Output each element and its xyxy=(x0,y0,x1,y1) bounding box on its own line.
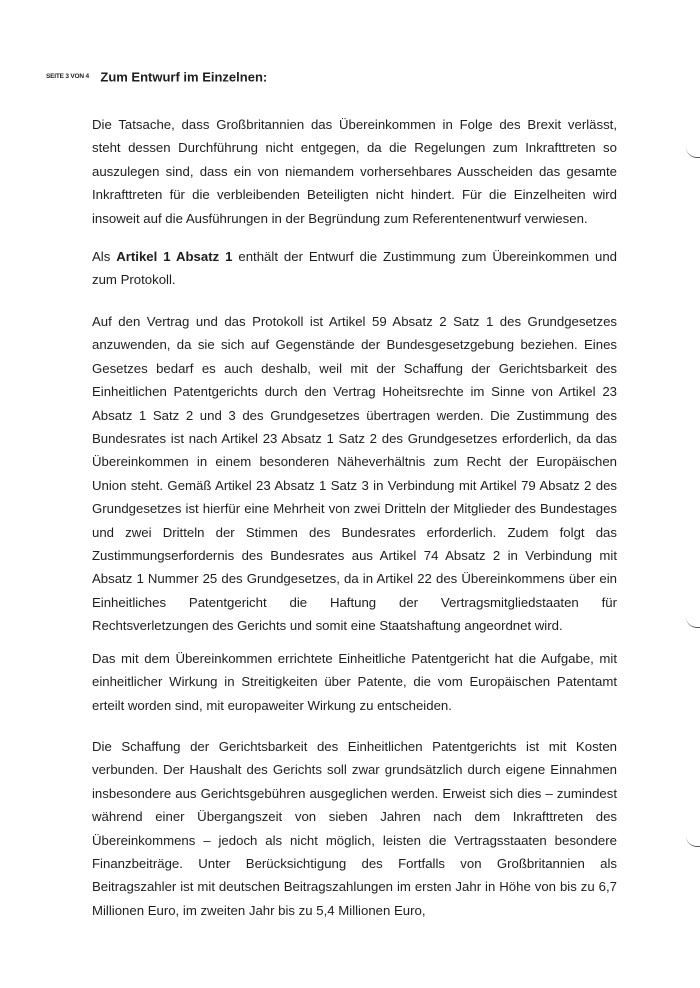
paragraph-article-1-prefix: Als xyxy=(92,249,117,264)
paragraph-article-1 xyxy=(92,245,617,292)
paragraph-costs: Die Schaffung der Gerichtsbarkeit des Einheitlichen Patentgerichts ist mit Kosten verbunden. Der Haushalt des Gerichts soll zwar grundsätzlich durch eigene Einnahmen insbesondere aus Gerichtsgebühren ausgeglichen werden. Erweist sich dies – zumindest während einer Übergangszeit von sieben Jahren nach dem Inkrafttreten des Übereinkommens – jedoch als nicht möglich, leisten die Vertragsstaaten besondere Finanzbeiträge. Unter Berücksichtigung des Fortfalls von Großbritannien als Beitragszahler ist mit deutschen Beitragszahlungen im ersten Jahr in Höhe von bis zu 6,7 Millionen Euro, im zweiten Jahr bis zu 5,4 Millionen Euro, xyxy=(92,739,617,918)
scan-edge-mark xyxy=(686,147,700,158)
paragraph-brexit: Die Tatsache, dass Großbritannien das Übereinkommen in Folge des Brexit verlässt, steht dessen Durchführung nicht entgegen, da die Regelungen zum Inkrafttreten so auszulegen sind, dass ein von niemandem vorhersehbares Ausscheiden das gesamte Inkrafttreten für die verbleibenden Beteiligten nicht hindert. Für die Einzelheiten wird insoweit auf die Ausführungen in der Begründung zum Referentenentwurf verwiesen. xyxy=(92,117,617,226)
paragraph-legal-basis: Auf den Vertrag und das Protokoll ist Artikel 59 Absatz 2 Satz 1 des Grundgesetzes anzuwenden, da sie sich auf Gegenstände der Bundesgesetzgebung beziehen. Eines Gesetzes bedarf es auch deshalb, weil mit der Schaffung der Gerichtsbarkeit des Einheitlichen Patentgerichts durch den Vertrag Hoheitsrechte im Sinne von Artikel 23 Absatz 1 Satz 2 und 3 des Grundgesetzes übertragen werden. Die Zustimmung des Bundesrates ist nach Artikel 23 Absatz 1 Satz 2 des Grundgesetzes erforderlich, da das Übereinkommen in einem besonderen Näheverhältnis zum Recht der Europäischen Union steht. Gemäß Artikel 23 Absatz 1 Satz 3 in Verbindung mit Artikel 79 Absatz 2 des Grundgesetzes ist hierfür eine Mehrheit von zwei Dritteln der Mitglieder des Bundestages und zwei Dritteln der Stimmen des Bundesrates erforderlich. Zudem folgt das Zustimmungserfordernis des Bundesrates aus Artikel 74 Absatz 2 in Verbindung mit Absatz 1 Nummer 25 des Grundgesetzes, da in Artikel 22 des Übereinkommens über ein Einheitliches Patentgericht die Haftung der Vertragsmitgliedstaaten für Rechtsverletzungen des Gerichts und somit eine Staatshaftung angeordnet wird. xyxy=(92,314,617,634)
scan-edge-mark xyxy=(686,836,700,847)
paragraph-article-1-suffix: enthält der Entwurf die Zustimmung zum Übereinkommen und zum Protokoll. xyxy=(92,249,617,288)
page-header xyxy=(46,68,267,86)
section-heading: Zum Entwurf im Einzelnen: xyxy=(100,69,268,85)
page-number: SEITE 3 VON 4 xyxy=(46,73,89,81)
paragraph-court-purpose: Das mit dem Übereinkommen errichtete Einheitliche Patentgericht hat die Aufgabe, mit einheitlicher Wirkung in Streitigkeiten über Patente, die vom Europäischen Patentamt erteilt worden sind, mit europaweiter Wirkung zu entscheiden. xyxy=(92,651,617,713)
scan-edge-mark xyxy=(686,617,700,628)
paragraph-article-1-bold: Artikel 1 Absatz 1 xyxy=(116,249,233,264)
